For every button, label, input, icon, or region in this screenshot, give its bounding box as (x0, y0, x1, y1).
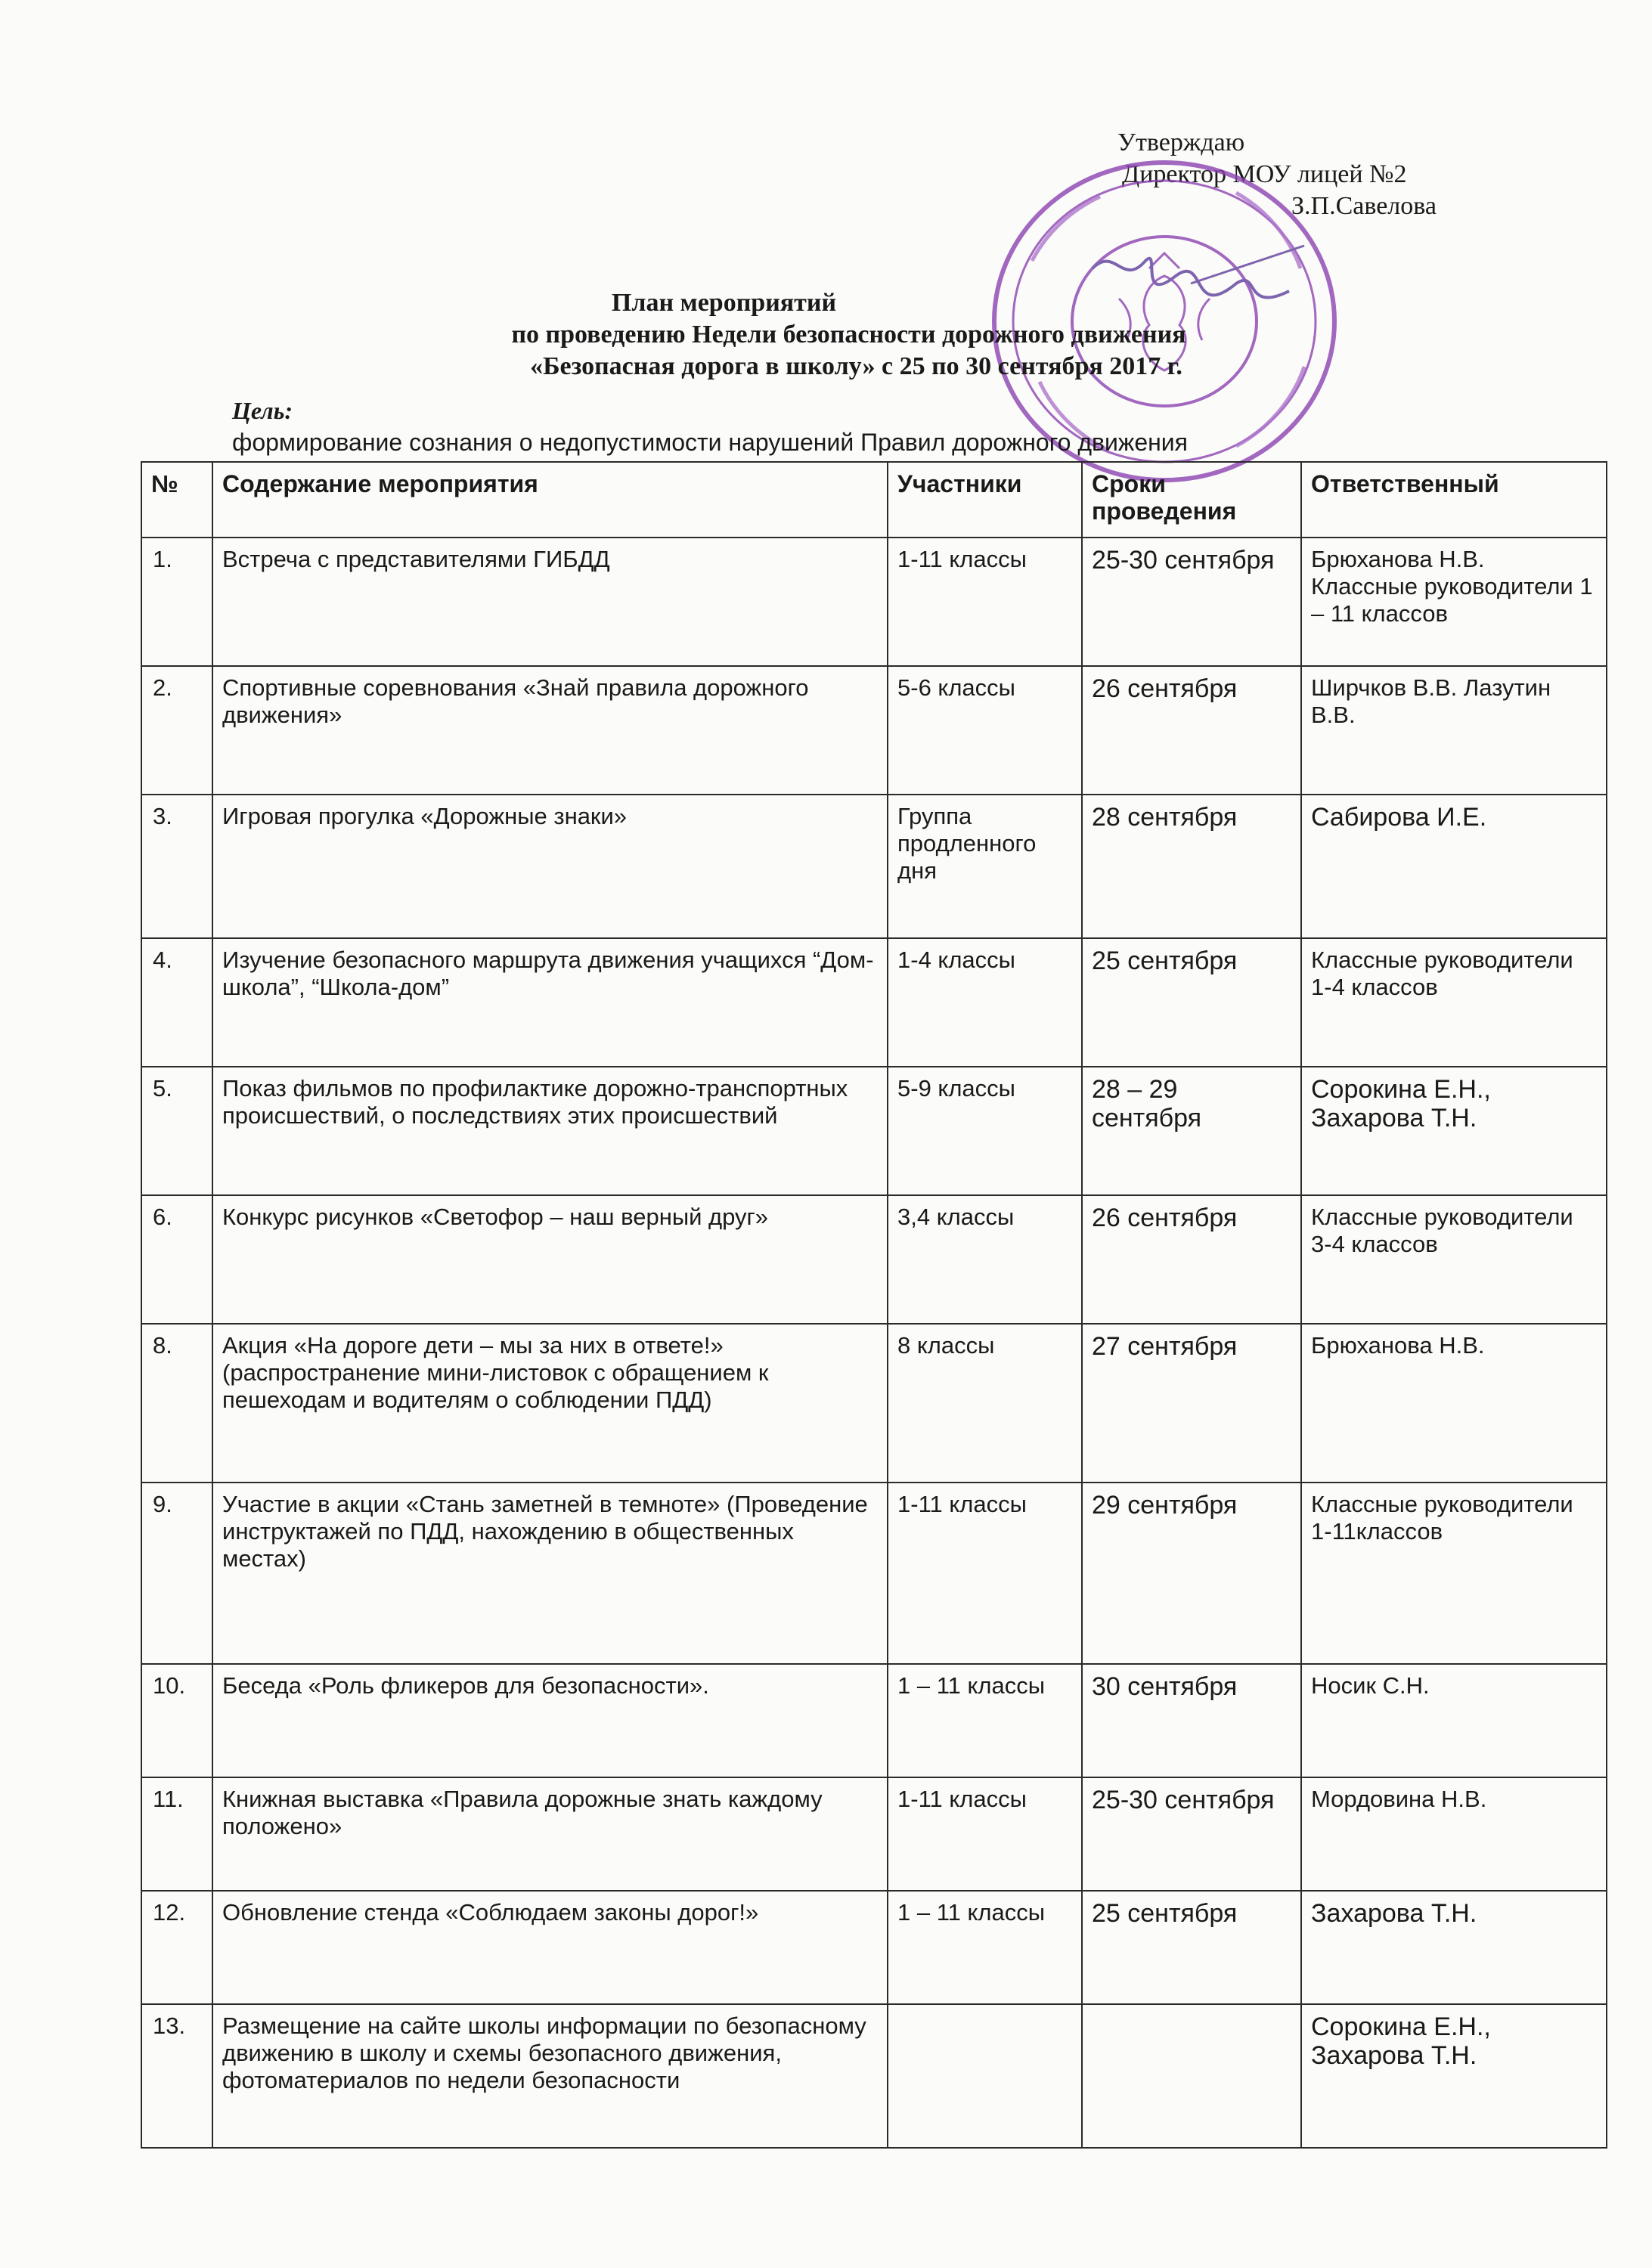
table-row (141, 538, 1607, 666)
table-row (141, 1664, 1607, 1777)
row-participants: 5-6 классы (888, 666, 1082, 795)
row-responsible: Мордовина Н.В. (1301, 1777, 1607, 1891)
events-table (141, 461, 1607, 2149)
row-number: 10. (141, 1664, 212, 1777)
row-content: Конкурс рисунков «Светофор – наш верный друг» (212, 1195, 888, 1324)
row-participants: 1-11 классы (888, 1483, 1082, 1664)
row-content: Встреча с представителями ГИБДД (212, 538, 888, 666)
header-content: Содержание мероприятия (212, 462, 888, 538)
row-participants: 3,4 классы (888, 1195, 1082, 1324)
table-header-row (141, 462, 1607, 538)
table-row (141, 1195, 1607, 1324)
title-line-2: по проведению Недели безопасности дорожного движения (511, 321, 1186, 349)
row-content: Изучение безопасного маршрута движения учащихся “Дом-школа”, “Школа-дом” (212, 938, 888, 1067)
row-content: Книжная выставка «Правила дорожные знать каждому положено» (212, 1777, 888, 1891)
header-responsible: Ответственный (1301, 462, 1607, 538)
row-content: Спортивные соревнования «Знай правила дорожного движения» (212, 666, 888, 795)
row-dates: 27 сентября (1082, 1324, 1301, 1483)
row-content: Обновление стенда «Соблюдаем законы дорог!» (212, 1891, 888, 2004)
row-content: Беседа «Роль фликеров для безопасности». (212, 1664, 888, 1777)
row-responsible: Сорокина Е.Н., Захарова Т.Н. (1301, 2004, 1607, 2148)
row-number: 8. (141, 1324, 212, 1483)
header-dates: Сроки проведения (1082, 462, 1301, 538)
row-responsible: Классные руководители 3-4 классов (1301, 1195, 1607, 1324)
row-content: Участие в акции «Стань заметней в темноте» (Проведение инструктажей по ПДД, нахождению в общественных местах) (212, 1483, 888, 1664)
goal-label: Цель: (232, 397, 293, 424)
row-responsible: Носик С.Н. (1301, 1664, 1607, 1777)
approval-line-name: З.П.Савелова (1291, 192, 1437, 220)
row-number: 3. (141, 795, 212, 938)
row-number: 13. (141, 2004, 212, 2148)
row-participants: Группа продленного дня (888, 795, 1082, 938)
row-dates: 28 – 29 сентября (1082, 1067, 1301, 1195)
row-dates: 28 сентября (1082, 795, 1301, 938)
document-title (0, 287, 1652, 383)
row-content: Показ фильмов по профилактике дорожно-транспортных происшествий, о последствиях этих происшествий (212, 1067, 888, 1195)
row-participants: 5-9 классы (888, 1067, 1082, 1195)
row-participants: 1-11 классы (888, 1777, 1082, 1891)
row-dates: 29 сентября (1082, 1483, 1301, 1664)
row-number: 1. (141, 538, 212, 666)
row-content: Размещение на сайте школы информации по безопасному движению в школу и схемы безопасного движения, фотоматериалов по недели безопасности (212, 2004, 888, 2148)
row-content: Игровая прогулка «Дорожные знаки» (212, 795, 888, 938)
row-content: Акция «На дороге дети – мы за них в ответе!» (распространение мини-листовок с обращением к пешеходам и водителям о соблюдении ПДД) (212, 1324, 888, 1483)
header-number: № (141, 462, 212, 538)
row-number: 12. (141, 1891, 212, 2004)
row-responsible: Ширчков В.В. Лазутин В.В. (1301, 666, 1607, 795)
row-participants: 1-4 классы (888, 938, 1082, 1067)
table-row (141, 1483, 1607, 1664)
table-row (141, 1067, 1607, 1195)
table-row (141, 2004, 1607, 2148)
row-dates (1082, 2004, 1301, 2148)
row-dates: 25 сентября (1082, 938, 1301, 1067)
row-number: 6. (141, 1195, 212, 1324)
table-row (141, 938, 1607, 1067)
row-dates: 25-30 сентября (1082, 538, 1301, 666)
row-number: 2. (141, 666, 212, 795)
table-row (141, 666, 1607, 795)
row-responsible: Брюханова Н.В. Классные руководители 1 – 11 классов (1301, 538, 1607, 666)
row-responsible: Сабирова И.Е. (1301, 795, 1607, 938)
title-line-1: План мероприятий (611, 289, 837, 317)
header-participants: Участники (888, 462, 1082, 538)
table-row (141, 1777, 1607, 1891)
row-number: 11. (141, 1777, 212, 1891)
table-row (141, 795, 1607, 938)
table-row (141, 1891, 1607, 2004)
row-participants: 8 классы (888, 1324, 1082, 1483)
approval-line-approve: Утверждаю (1117, 129, 1245, 156)
row-number: 5. (141, 1067, 212, 1195)
row-participants: 1 – 11 классы (888, 1664, 1082, 1777)
row-dates: 25 сентября (1082, 1891, 1301, 2004)
row-dates: 26 сентября (1082, 666, 1301, 795)
goal-text: формирование сознания о недопустимости нарушений Правил дорожного движения (232, 429, 1188, 456)
table-row (141, 1324, 1607, 1483)
goal-block (232, 395, 1188, 458)
row-responsible: Классные руководители 1-4 классов (1301, 938, 1607, 1067)
title-line-3: «Безопасная дорога в школу» с 25 по 30 сентября 2017 г. (530, 352, 1182, 380)
row-dates: 30 сентября (1082, 1664, 1301, 1777)
row-participants (888, 2004, 1082, 2148)
row-responsible: Сорокина Е.Н., Захарова Т.Н. (1301, 1067, 1607, 1195)
row-participants: 1-11 классы (888, 538, 1082, 666)
row-number: 9. (141, 1483, 212, 1664)
row-dates: 25-30 сентября (1082, 1777, 1301, 1891)
row-responsible: Классные руководители 1-11классов (1301, 1483, 1607, 1664)
row-number: 4. (141, 938, 212, 1067)
row-responsible: Брюханова Н.В. (1301, 1324, 1607, 1483)
row-participants: 1 – 11 классы (888, 1891, 1082, 2004)
row-dates: 26 сентября (1082, 1195, 1301, 1324)
approval-line-director: Директор МОУ лицей №2 (1122, 160, 1407, 188)
row-responsible: Захарова Т.Н. (1301, 1891, 1607, 2004)
